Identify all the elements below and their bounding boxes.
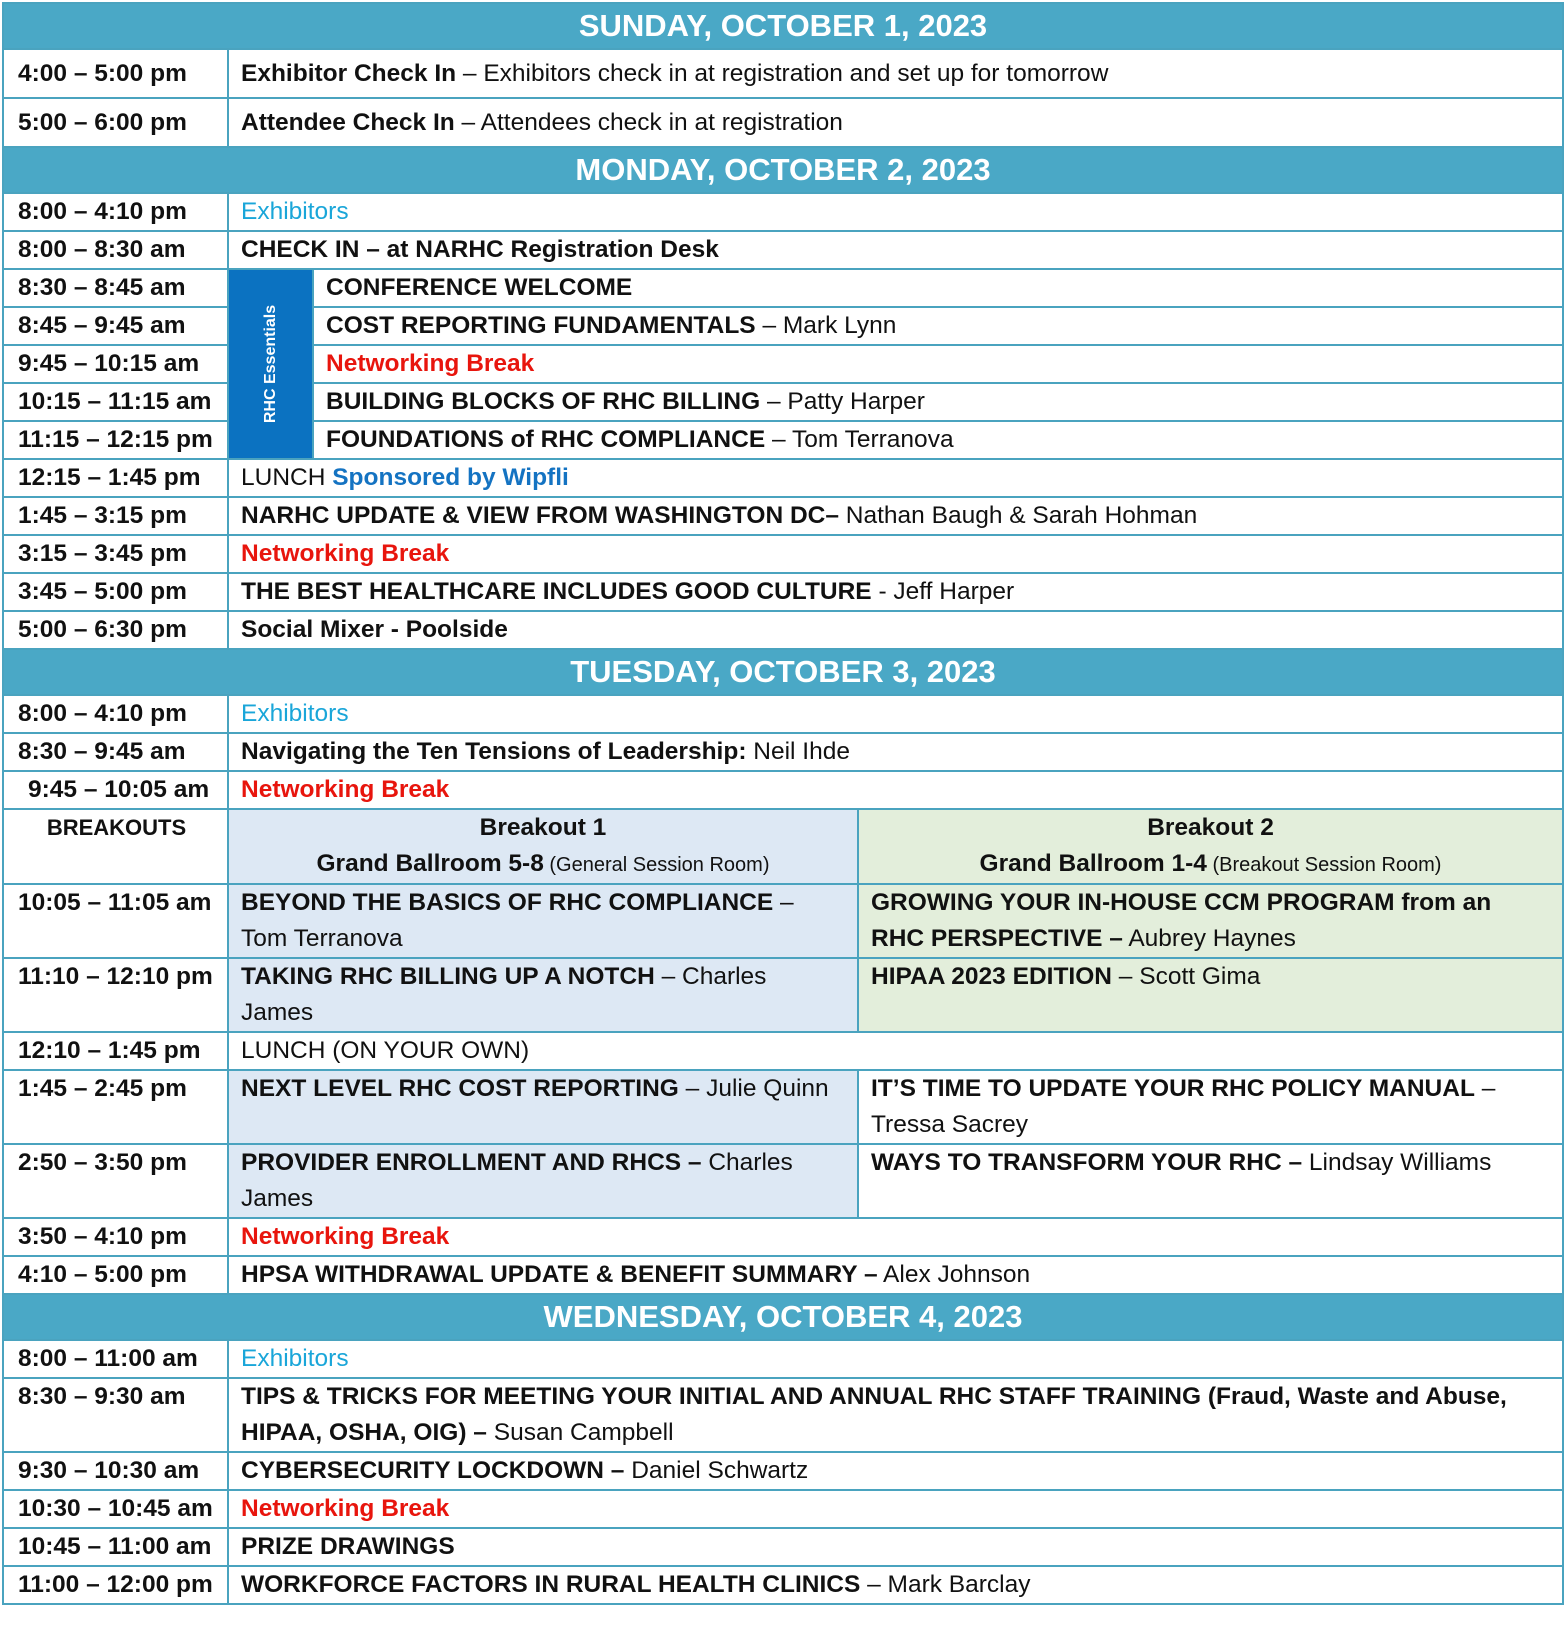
event-speaker: - Jeff Harper	[871, 578, 1015, 605]
breakout-2-session	[858, 958, 1563, 1032]
networking-break-text: Networking Break	[326, 350, 535, 377]
time-cell: 2:50 – 3:50 pm	[3, 1144, 228, 1218]
schedule-row	[3, 611, 1563, 649]
time-cell: 8:00 – 8:30 am	[3, 231, 228, 269]
breakout-session-row	[3, 958, 1563, 1032]
time-cell: 10:05 – 11:05 am	[3, 884, 228, 958]
breakout-2-session	[858, 1070, 1563, 1144]
time-cell: 11:00 – 12:00 pm	[3, 1566, 228, 1604]
breakout-2-name: Breakout 2	[1147, 814, 1274, 841]
schedule-row	[3, 535, 1563, 573]
day-title: TUESDAY, OCTOBER 3, 2023	[3, 649, 1563, 695]
schedule-row	[3, 1378, 1563, 1452]
event-speaker: – Patty Harper	[760, 388, 925, 415]
breakout-1-session	[228, 1070, 858, 1144]
breakout-2-room-name: Grand Ballroom 1-4	[979, 850, 1207, 877]
event-cell	[228, 1378, 1563, 1452]
schedule-row	[3, 733, 1563, 771]
session-title: BEYOND THE BASICS OF RHC COMPLIANCE	[241, 889, 774, 916]
event-title: FOUNDATIONS of RHC COMPLIANCE	[326, 426, 766, 453]
day-header-sunday	[3, 3, 1563, 49]
event-cell	[228, 1256, 1563, 1294]
breakout-2-session	[858, 884, 1563, 958]
schedule-row	[3, 1528, 1563, 1566]
day-header-wednesday	[3, 1294, 1563, 1340]
event-title: CONFERENCE WELCOME	[326, 274, 633, 301]
event-title: THE BEST HEALTHCARE INCLUDES GOOD CULTURE	[241, 578, 872, 605]
schedule-row	[3, 1452, 1563, 1490]
event-cell	[228, 573, 1563, 611]
exhibitors-text: Exhibitors	[228, 695, 1563, 733]
event-cell	[228, 98, 1563, 147]
session-speaker: – Julie Quinn	[678, 1075, 829, 1102]
schedule-row	[3, 1340, 1563, 1378]
breakout-1-session	[228, 1144, 858, 1218]
time-cell: 3:50 – 4:10 pm	[3, 1218, 228, 1256]
time-cell: 8:30 – 8:45 am	[3, 269, 228, 307]
schedule-row	[3, 573, 1563, 611]
event-separator: –	[456, 60, 484, 87]
event-cell	[228, 1452, 1563, 1490]
event-speaker: – Mark Barclay	[860, 1571, 1031, 1598]
event-title: TIPS & TRICKS FOR MEETING YOUR INITIAL AND ANNUAL RHC STAFF TRAINING (Fraud, Waste and Abuse, HIPAA, OSHA, OIG) –	[241, 1383, 1507, 1446]
event-speaker: – Tom Terranova	[765, 426, 954, 453]
day-header-tuesday	[3, 649, 1563, 695]
event-title: HPSA WITHDRAWAL UPDATE & BENEFIT SUMMARY –	[241, 1261, 878, 1288]
breakout-1-room	[241, 846, 845, 883]
event-title: WORKFORCE FACTORS IN RURAL HEALTH CLINICS	[241, 1571, 861, 1598]
event-cell	[313, 269, 1563, 307]
rhc-essentials-track	[228, 269, 313, 459]
session-title: PROVIDER ENROLLMENT AND RHCS –	[241, 1149, 702, 1176]
event-title: Exhibitor Check In	[241, 60, 457, 87]
time-cell: 10:45 – 11:00 am	[3, 1528, 228, 1566]
time-cell: 5:00 – 6:00 pm	[3, 98, 228, 147]
day-header-monday	[3, 147, 1563, 193]
breakout-1-header	[228, 809, 858, 884]
session-speaker: Lindsay Williams	[1302, 1149, 1492, 1176]
time-cell: 8:00 – 4:10 pm	[3, 695, 228, 733]
time-cell: 4:10 – 5:00 pm	[3, 1256, 228, 1294]
breakout-1-session	[228, 884, 858, 958]
event-title: Navigating the Ten Tensions of Leadership:	[241, 738, 747, 765]
time-cell: 8:30 – 9:30 am	[3, 1378, 228, 1452]
breakout-2-room-note: (Breakout Session Room)	[1206, 854, 1442, 876]
time-cell: 8:30 – 9:45 am	[3, 733, 228, 771]
session-title: HIPAA 2023 EDITION	[871, 963, 1112, 990]
event-speaker: Nathan Baugh & Sarah Hohman	[839, 502, 1198, 529]
breakouts-label: BREAKOUTS	[3, 809, 228, 884]
schedule-row	[3, 459, 1563, 497]
prize-drawings-text: PRIZE DRAWINGS	[228, 1528, 1563, 1566]
event-cell	[313, 345, 1563, 383]
breakout-header-row	[3, 809, 1563, 884]
event-separator: –	[454, 109, 481, 136]
schedule-row	[3, 98, 1563, 147]
schedule-row	[3, 695, 1563, 733]
day-title: MONDAY, OCTOBER 2, 2023	[3, 147, 1563, 193]
conference-schedule-table	[2, 2, 1564, 1605]
session-title: NEXT LEVEL RHC COST REPORTING	[241, 1075, 679, 1102]
breakout-2-room	[871, 846, 1550, 883]
event-cell	[228, 733, 1563, 771]
event-detail: Attendees check in at registration	[480, 109, 843, 136]
schedule-row	[3, 1566, 1563, 1604]
exhibitors-text: Exhibitors	[228, 1340, 1563, 1378]
networking-break-text: Networking Break	[228, 1218, 1563, 1256]
breakout-1-room-note: (General Session Room)	[543, 854, 770, 876]
time-cell: 12:15 – 1:45 pm	[3, 459, 228, 497]
breakout-1-session	[228, 958, 858, 1032]
breakout-session-row	[3, 1070, 1563, 1144]
exhibitors-text: Exhibitors	[228, 193, 1563, 231]
checkin-text: CHECK IN – at NARHC Registration Desk	[228, 231, 1563, 269]
session-title: IT’S TIME TO UPDATE YOUR RHC POLICY MANUAL	[871, 1075, 1475, 1102]
breakout-session-row	[3, 884, 1563, 958]
networking-break-text: Networking Break	[228, 771, 1563, 809]
event-title: COST REPORTING FUNDAMENTALS	[326, 312, 756, 339]
time-cell: 1:45 – 2:45 pm	[3, 1070, 228, 1144]
time-cell: 9:45 – 10:15 am	[3, 345, 228, 383]
time-cell: 9:45 – 10:05 am	[3, 771, 228, 809]
time-cell: 3:15 – 3:45 pm	[3, 535, 228, 573]
event-speaker: – Mark Lynn	[755, 312, 897, 339]
session-speaker: – Tressa Sacrey	[871, 1075, 1496, 1138]
breakout-2-session	[858, 1144, 1563, 1218]
schedule-row	[3, 497, 1563, 535]
session-speaker: Aubrey Haynes	[1122, 925, 1296, 952]
lunch-text: LUNCH (ON YOUR OWN)	[228, 1032, 1563, 1070]
time-cell: 8:00 – 11:00 am	[3, 1340, 228, 1378]
schedule-row	[3, 49, 1563, 98]
sponsor-text: Sponsored by Wipfli	[332, 464, 569, 491]
schedule-row	[3, 193, 1563, 231]
time-cell: 8:00 – 4:10 pm	[3, 193, 228, 231]
event-title: Attendee Check In	[241, 109, 455, 136]
schedule-row	[3, 1256, 1563, 1294]
time-cell: 5:00 – 6:30 pm	[3, 611, 228, 649]
time-cell: 10:30 – 10:45 am	[3, 1490, 228, 1528]
event-title: NARHC UPDATE & VIEW FROM WASHINGTON DC–	[241, 502, 839, 529]
event-speaker: Daniel Schwartz	[624, 1457, 809, 1484]
day-title: WEDNESDAY, OCTOBER 4, 2023	[3, 1294, 1563, 1340]
time-cell: 10:15 – 11:15 am	[3, 383, 228, 421]
schedule-row	[3, 1490, 1563, 1528]
schedule-row	[3, 771, 1563, 809]
schedule-row	[3, 1032, 1563, 1070]
session-title: TAKING RHC BILLING UP A NOTCH	[241, 963, 655, 990]
time-cell: 12:10 – 1:45 pm	[3, 1032, 228, 1070]
time-cell: 1:45 – 3:15 pm	[3, 497, 228, 535]
event-detail: Exhibitors check in at registration and set up for tomorrow	[483, 60, 1109, 87]
session-speaker: – Charles James	[241, 963, 767, 1026]
event-cell	[228, 1566, 1563, 1604]
time-cell: 11:15 – 12:15 pm	[3, 421, 228, 459]
time-cell: 3:45 – 5:00 pm	[3, 573, 228, 611]
breakout-2-header	[858, 809, 1563, 884]
session-speaker: – Tom Terranova	[241, 889, 794, 952]
session-title: GROWING YOUR IN-HOUSE CCM PROGRAM from an RHC PERSPECTIVE –	[871, 889, 1492, 952]
rhc-essentials-label: RHC Essentials	[261, 304, 279, 424]
event-speaker: Susan Campbell	[486, 1419, 674, 1446]
time-cell: 8:45 – 9:45 am	[3, 307, 228, 345]
session-speaker: Charles James	[241, 1149, 793, 1212]
breakout-session-row	[3, 1144, 1563, 1218]
event-cell	[313, 421, 1563, 459]
event-speaker: Alex Johnson	[877, 1261, 1031, 1288]
event-cell	[228, 49, 1563, 98]
breakout-1-room-name: Grand Ballroom 5-8	[316, 850, 544, 877]
event-cell	[228, 497, 1563, 535]
networking-break-text: Networking Break	[228, 1490, 1563, 1528]
time-cell: 11:10 – 12:10 pm	[3, 958, 228, 1032]
day-title: SUNDAY, OCTOBER 1, 2023	[3, 3, 1563, 49]
schedule-row	[3, 269, 1563, 307]
event-cell	[228, 459, 1563, 497]
session-speaker: – Scott Gima	[1111, 963, 1261, 990]
networking-break-text: Networking Break	[228, 535, 1563, 573]
event-title: BUILDING BLOCKS OF RHC BILLING	[326, 388, 761, 415]
social-mixer-text: Social Mixer - Poolside	[228, 611, 1563, 649]
event-cell	[313, 307, 1563, 345]
event-cell	[313, 383, 1563, 421]
schedule-row	[3, 1218, 1563, 1256]
session-title: WAYS TO TRANSFORM YOUR RHC –	[871, 1149, 1303, 1176]
breakout-1-name: Breakout 1	[479, 814, 607, 841]
lunch-text: LUNCH	[241, 464, 333, 491]
time-cell: 4:00 – 5:00 pm	[3, 49, 228, 98]
event-speaker: Neil Ihde	[746, 738, 850, 765]
schedule-row	[3, 231, 1563, 269]
time-cell: 9:30 – 10:30 am	[3, 1452, 228, 1490]
event-title: CYBERSECURITY LOCKDOWN –	[241, 1457, 625, 1484]
